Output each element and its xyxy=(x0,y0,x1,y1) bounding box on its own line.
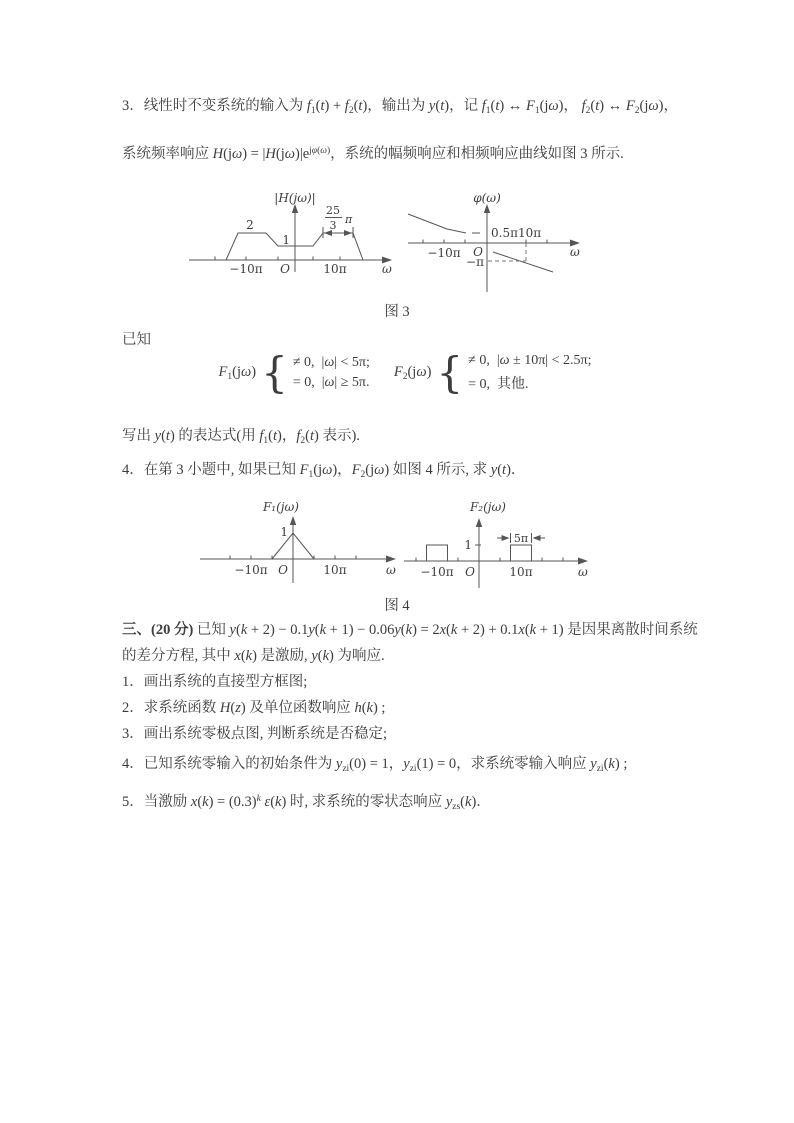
plot-title: F₂(jω) xyxy=(469,500,507,514)
y-axis-arrow xyxy=(476,518,482,527)
known-label: 已知 xyxy=(122,332,151,348)
neg-10pi-label: −10π xyxy=(420,565,454,579)
f1-case-1: ≠ 0, |ω| < 5π; xyxy=(292,355,370,370)
axis-ticks xyxy=(416,558,563,562)
figure-4-caption: 图 4 xyxy=(384,598,410,614)
figure-4-f1-plot xyxy=(196,498,406,593)
plot-title: |H(jω)| xyxy=(274,191,316,205)
x-axis-arrow xyxy=(578,558,588,565)
figure-3-caption: 图 3 xyxy=(384,304,410,320)
f1-case-2: = 0, |ω| ≥ 5π. xyxy=(292,375,370,390)
figure-4-f2-plot xyxy=(400,498,600,593)
fraction-unit: π xyxy=(345,213,353,226)
level-2-label: 2 xyxy=(246,218,254,232)
f1-symbol: $F_1(j\omega)$ xyxy=(218,364,257,382)
section-3-item-4: 4．已知系统零输入的初始条件为 $y_{zi}(0) = 1$，$y_{zi}(1) = 0$，求系统零输入响应 $y_{zi}(k)$ ; xyxy=(122,756,628,774)
figure-3-phase-plot xyxy=(402,192,587,297)
question-3-line-2: 系统频率响应 $H(j\omega) = |H(j\omega)|e^{j\varphi(\omega)}$，系统的幅频响应和相频响应曲线如图 3 所示. xyxy=(122,146,624,162)
plot-title: F₁(jω) xyxy=(262,500,300,514)
section-3-heading-line xyxy=(122,618,698,639)
right-rect-spectrum xyxy=(511,545,532,561)
question-3-line-1: 3．线性时不变系统的输入为 $f_1(t) + f_2(t)$，输出为 y(t)，记 $f_1(t)$ ↔ $F_1(j\omega)$， $f_2(t)$ ↔ $F_2(j\omega)$， xyxy=(122,98,678,116)
axis-ticks xyxy=(423,240,547,244)
section-3-line-2: 的差分方程, 其中 x(k) 是激励, y(k) 为响应. xyxy=(122,648,385,664)
omega-label: ω xyxy=(578,565,588,579)
origin-label: O xyxy=(465,565,475,579)
f2-brace: { xyxy=(436,348,464,397)
y-axis-arrow xyxy=(290,516,296,525)
ten-pi-label: 10π xyxy=(518,226,542,240)
f1-brace: { xyxy=(261,348,288,397)
section-3-score: 三、(20 分) xyxy=(122,622,194,638)
neg-10pi-label: −10π xyxy=(229,262,263,276)
neg-10pi-label: −10π xyxy=(427,246,461,260)
section-3-item-1: 1．画出系统的直接型方框图; xyxy=(122,674,308,690)
width-5pi-label: 5π xyxy=(513,532,529,545)
f2-case-2: = 0, 其他. xyxy=(468,377,529,392)
f2-case-1: ≠ 0, |ω ± 10π| < 2.5π; xyxy=(468,353,592,368)
pos-10pi-label: 10π xyxy=(323,563,347,577)
y-axis-arrow xyxy=(292,204,298,213)
figure-3-magnitude-plot xyxy=(183,190,403,292)
piecewise-equations xyxy=(122,348,688,397)
phase-curve-negative xyxy=(408,214,466,233)
omega-label: ω xyxy=(382,262,392,276)
f2-piecewise xyxy=(393,348,592,397)
x-axis-arrow xyxy=(386,556,396,563)
origin-label: O xyxy=(280,262,290,276)
axis-ticks xyxy=(215,257,340,261)
left-rect-spectrum xyxy=(427,545,448,561)
question-4-text: 4．在第 3 小题中, 如果已知 $F_1(j\omega)$，$F_2(j\omega)$ 如图 4 所示, 求 y(t)． xyxy=(122,462,526,480)
half-pi-label: 0.5π xyxy=(491,226,518,240)
pos-10pi-label: 10π xyxy=(323,262,347,276)
section-3-statement: 已知 y(k + 2) − 0.1y(k + 1) − 0.06y(k) = 2x(k + 2) + 0.1x(k + 1) 是因果离散时间系统 xyxy=(193,622,698,638)
omega-label: ω xyxy=(386,563,396,577)
section-3-item-2: 2．求系统函数 H(z) 及单位函数响应 h(k) ; xyxy=(122,700,386,716)
fraction-denominator: 3 xyxy=(329,219,337,232)
y-axis-arrow xyxy=(484,204,490,213)
question-3-ask: 写出 y(t) 的表达式(用 $f_1(t)$，$f_2(t)$ 表示). xyxy=(122,428,360,446)
fraction-numerator: 25 xyxy=(326,204,340,217)
f2-symbol: $F_2(j\omega)$ xyxy=(393,364,432,382)
omega-label: ω xyxy=(570,245,580,259)
peak-value-label: 1 xyxy=(280,525,288,539)
origin-label: O xyxy=(473,245,483,259)
section-3-item-5: 5．当激励 $x(k) = (0.3)^k$ ε(k) 时, 求系统的零状态响应 $y_{zs}(k)$． xyxy=(122,794,491,812)
origin-label: O xyxy=(278,563,288,577)
level-1-label: 1 xyxy=(282,233,290,247)
plot-title: φ(ω) xyxy=(473,192,501,205)
section-3-item-3: 3．画出系统零极点图, 判断系统是否稳定; xyxy=(122,726,388,742)
neg-pi-label: −π xyxy=(466,255,484,269)
level-1-label: 1 xyxy=(464,538,472,552)
pos-10pi-label: 10π xyxy=(509,565,533,579)
neg-10pi-label: −10π xyxy=(234,563,268,577)
f1-piecewise xyxy=(218,348,370,397)
phase-curve-positive xyxy=(493,252,553,272)
